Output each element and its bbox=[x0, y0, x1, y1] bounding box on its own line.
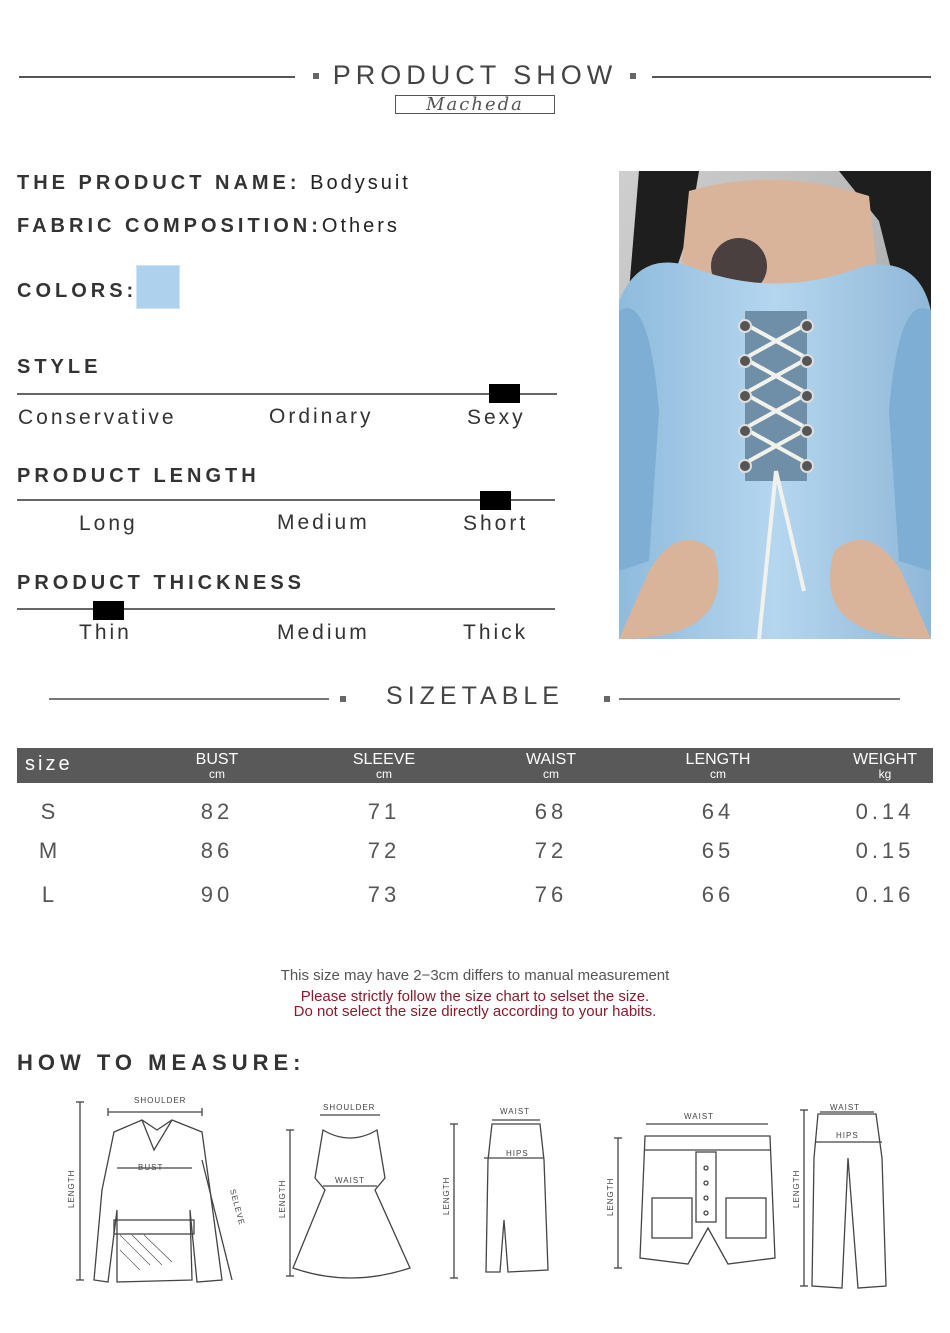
product-photo bbox=[619, 171, 931, 639]
row-s-waist: 68 bbox=[534, 799, 568, 824]
sizetable-title: SIZETABLE bbox=[386, 682, 564, 710]
thickness-marker bbox=[93, 601, 124, 620]
row-l-size: L bbox=[41, 882, 59, 907]
col-header-size-label: size bbox=[25, 753, 73, 775]
shorts-measure-diagram bbox=[600, 1108, 780, 1278]
length-option-short: Short bbox=[463, 512, 529, 535]
jacket-bust-label: BUST bbox=[138, 1163, 164, 1172]
thickness-option-thick: Thick bbox=[463, 621, 529, 644]
col-header-sleeve-label: SLEEVE bbox=[352, 751, 416, 768]
col-header-bust-unit: cm bbox=[209, 767, 225, 781]
row-s-size: S bbox=[40, 799, 60, 824]
row-m-waist: 72 bbox=[534, 838, 568, 863]
col-header-waist bbox=[501, 752, 601, 780]
thickness-title: PRODUCT THICKNESS bbox=[17, 572, 306, 594]
sizetable-dot-right bbox=[604, 696, 610, 702]
skirt-waist-label: WAIST bbox=[500, 1107, 531, 1116]
dress-measure-diagram bbox=[275, 1098, 415, 1288]
colors-label: COLORS: bbox=[17, 280, 138, 302]
fabric-label: FABRIC COMPOSITION: bbox=[17, 215, 322, 237]
product-name-label: THE PRODUCT NAME: bbox=[17, 172, 301, 194]
row-m-weight: 0.15 bbox=[855, 838, 915, 863]
row-l-length: 66 bbox=[701, 882, 735, 907]
skirt-measure-diagram bbox=[436, 1100, 556, 1282]
how-to-measure-title: HOW TO MEASURE: bbox=[17, 1050, 306, 1075]
style-option-ordinary: Ordinary bbox=[269, 405, 374, 428]
dress-shoulder-label: SHOULDER bbox=[323, 1103, 376, 1112]
style-scale-line bbox=[17, 393, 557, 395]
sizetable-rule-left bbox=[49, 698, 329, 700]
dress-length-label: LENGTH bbox=[278, 1179, 287, 1218]
style-title: STYLE bbox=[17, 356, 102, 378]
col-header-size bbox=[25, 753, 73, 775]
col-header-sleeve-unit: cm bbox=[376, 767, 392, 781]
note-follow-chart: Please strictly follow the size chart to selset the size. bbox=[300, 988, 650, 1005]
dress-waist-label: WAIST bbox=[335, 1176, 366, 1185]
fabric-value: Others bbox=[321, 215, 400, 237]
header-rule-right bbox=[652, 76, 931, 78]
note-measurement: This size may have 2−3cm differs to manual measurement bbox=[280, 967, 670, 984]
row-m-size: M bbox=[38, 838, 62, 863]
pants-length-label: LENGTH bbox=[792, 1169, 801, 1208]
col-header-length bbox=[668, 752, 768, 780]
style-option-conservative: Conservative bbox=[18, 406, 177, 429]
row-m-bust: 86 bbox=[200, 838, 234, 863]
page-title: PRODUCT SHOW bbox=[332, 60, 618, 90]
header-rule-left bbox=[19, 76, 295, 78]
header-dot-left bbox=[313, 73, 319, 79]
shorts-waist-label: WAIST bbox=[684, 1112, 715, 1121]
skirt-hips-label: HIPS bbox=[506, 1149, 529, 1158]
shorts-length-label: LENGTH bbox=[606, 1177, 615, 1216]
col-header-weight bbox=[835, 752, 935, 780]
row-s-sleeve: 71 bbox=[367, 799, 401, 824]
jacket-measure-diagram bbox=[62, 1090, 252, 1290]
product-photo-illustration bbox=[619, 171, 931, 639]
skirt-length-label: LENGTH bbox=[442, 1176, 451, 1215]
style-option-sexy: Sexy bbox=[467, 406, 526, 429]
header-dot-right bbox=[630, 73, 636, 79]
col-header-bust bbox=[167, 752, 267, 780]
row-s-weight: 0.14 bbox=[855, 799, 915, 824]
length-title: PRODUCT LENGTH bbox=[17, 465, 260, 487]
length-scale-line bbox=[17, 499, 555, 501]
color-swatch-light-blue[interactable] bbox=[137, 266, 179, 308]
pants-measure-diagram bbox=[790, 1098, 900, 1292]
sizetable-dot-left bbox=[340, 696, 346, 702]
row-l-sleeve: 73 bbox=[367, 882, 401, 907]
fabric-row bbox=[17, 215, 400, 238]
note-habits: Do not select the size directly according to your habits. bbox=[293, 1003, 657, 1020]
row-s-bust: 82 bbox=[200, 799, 234, 824]
product-name-value: Bodysuit bbox=[310, 172, 411, 194]
col-header-bust-label: BUST bbox=[195, 751, 239, 768]
jacket-shoulder-label: SHOULDER bbox=[134, 1096, 187, 1105]
col-header-sleeve bbox=[334, 752, 434, 780]
length-option-long: Long bbox=[79, 512, 138, 535]
jacket-length-label: LENGTH bbox=[67, 1169, 76, 1208]
col-header-length-label: LENGTH bbox=[685, 751, 751, 768]
row-l-bust: 90 bbox=[200, 882, 234, 907]
thickness-option-thin: Thin bbox=[79, 621, 132, 644]
row-m-length: 65 bbox=[701, 838, 735, 863]
pants-waist-label: WAIST bbox=[830, 1103, 861, 1112]
sizetable-rule-right bbox=[619, 698, 900, 700]
brand-logo: Macheda bbox=[395, 95, 555, 114]
pants-hips-label: HIPS bbox=[836, 1131, 859, 1140]
row-l-waist: 76 bbox=[534, 882, 568, 907]
col-header-weight-unit: kg bbox=[878, 767, 892, 781]
col-header-weight-label: WEIGHT bbox=[853, 751, 917, 768]
length-marker bbox=[480, 491, 511, 510]
size-table-header bbox=[17, 748, 933, 783]
thickness-option-medium: Medium bbox=[277, 621, 370, 644]
row-l-weight: 0.16 bbox=[855, 882, 915, 907]
col-header-waist-label: WAIST bbox=[525, 751, 577, 768]
row-s-length: 64 bbox=[701, 799, 735, 824]
product-name-row bbox=[17, 172, 411, 195]
row-m-sleeve: 72 bbox=[367, 838, 401, 863]
style-marker bbox=[489, 384, 520, 403]
length-option-medium: Medium bbox=[277, 511, 370, 534]
col-header-waist-unit: cm bbox=[543, 767, 559, 781]
col-header-length-unit: cm bbox=[710, 767, 726, 781]
jacket-sleeve-label: SELEVE bbox=[228, 1188, 247, 1227]
